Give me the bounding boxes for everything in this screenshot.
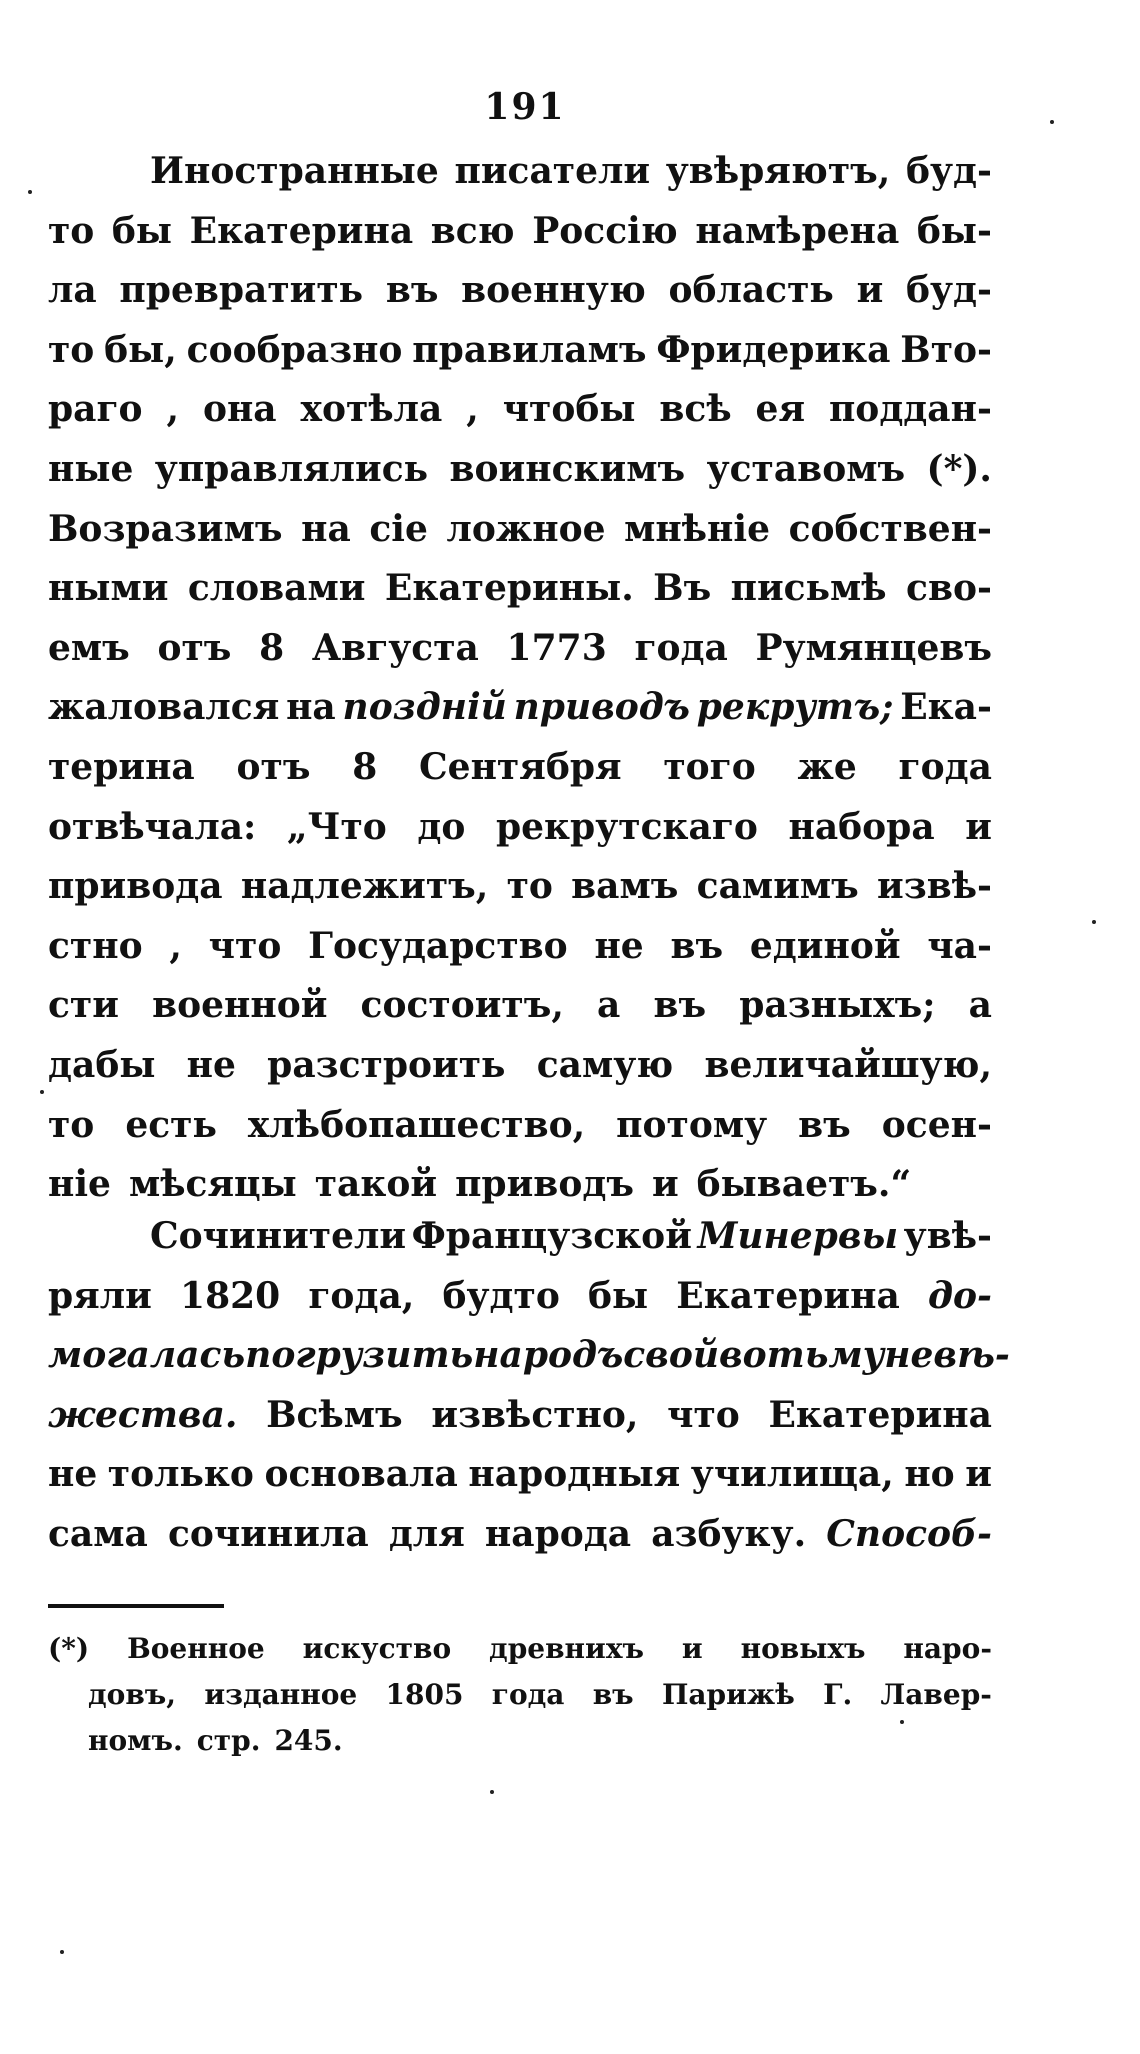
word: всю [430,209,515,252]
word: на [301,507,351,550]
word: въ [670,924,724,967]
word: сама [48,1512,148,1555]
word: область [668,269,834,312]
word: только [107,1453,254,1496]
word: ла [48,269,97,312]
word: сво- [906,567,992,610]
word: извѣ- [877,865,992,908]
word: въ [385,269,439,312]
word: приводъ [455,1163,634,1206]
word: года [634,626,728,669]
word: ложное [446,507,606,550]
word: довъ, [88,1678,177,1711]
word: тьму [766,1334,885,1377]
word: что [208,924,282,967]
word: сти [48,984,119,1027]
word: не [594,924,644,967]
word: Фридерика [656,328,891,371]
word: разстроить [267,1043,506,1086]
text-line [48,1453,992,1513]
word: номъ. [88,1724,183,1757]
word: Въ [653,567,712,610]
word: Способ- [826,1512,992,1555]
word: вамъ [571,865,679,908]
text-line [48,686,992,746]
word: народныя [468,1453,681,1496]
word: а [968,984,992,1027]
word: превратить [119,269,364,312]
word: бы [111,209,173,252]
word: для [388,1512,465,1555]
text-line [48,1275,992,1335]
word: но [904,1453,955,1496]
word: потому [616,1103,768,1146]
word: намѣрена [695,209,900,252]
word: разныхъ; [739,984,936,1027]
word: поздній [342,686,507,729]
word: народа [484,1512,632,1555]
word: Екатерина [768,1393,992,1436]
word: того [663,745,756,788]
word: не [186,1043,236,1086]
text-line [48,1215,992,1275]
word: погрузить [245,1334,474,1377]
word: хлѣбопашество, [247,1103,586,1146]
word: величайшую, [704,1043,992,1086]
word: года [898,745,992,788]
word: жаловался [48,686,280,729]
text-line [48,388,992,448]
word: раго [48,388,143,431]
word: военную [461,269,646,312]
word: (*) [48,1632,90,1665]
word: то [506,865,553,908]
word: новыхъ [740,1632,866,1665]
word: будто [442,1274,560,1317]
word: Ека- [900,686,992,729]
paragraph-2 [48,1215,1010,1573]
text-line [48,1104,992,1164]
word: состоитъ, [360,984,564,1027]
scan-speck [490,1790,494,1794]
word: собствен- [788,507,992,550]
text-line [48,1394,992,1454]
word: ніе [48,1163,111,1206]
scan-speck [28,190,32,194]
scan-speck [1092,920,1096,924]
word: Возразимъ [48,507,283,550]
word: жества. [48,1393,238,1436]
word: Иностранные [150,150,439,192]
text-line [48,210,992,270]
footnote-divider [48,1604,224,1608]
word: хотѣла [300,388,443,431]
word: на [286,686,336,729]
word: бы [588,1274,649,1317]
word: такой [314,1163,438,1206]
word: управлялись [154,447,429,490]
word: азбуку. [651,1512,807,1555]
word: буд- [905,269,992,312]
word: стр. [196,1724,261,1757]
word: , [466,388,479,431]
word: Военное [127,1632,265,1665]
word: мѣсяцы [128,1163,297,1206]
word: сочинила [167,1512,369,1555]
word: то [48,209,95,252]
word: емъ [48,626,130,669]
word: года [491,1678,565,1711]
word: во [719,1334,767,1377]
text-line [48,984,992,1044]
word: Парижѣ [661,1678,795,1711]
word: ряли [48,1274,152,1317]
word: привода [48,865,223,908]
word: осен- [881,1103,992,1146]
word: Всѣмъ [266,1393,403,1436]
word: Вто- [900,328,992,371]
word: единой [749,924,901,967]
word: 8 [352,745,378,788]
word: же [797,745,857,788]
text-line [48,150,992,210]
word: увѣряютъ, [665,150,891,192]
word: въ [798,1103,851,1146]
text-line [48,865,992,925]
word: приводъ [513,686,690,729]
word: то [48,1103,95,1146]
word: что [667,1393,740,1436]
word: и [651,1163,679,1206]
word: набора [788,805,935,848]
word: Румянцевъ [755,626,992,669]
word: 1773 [506,626,607,669]
word: и [965,805,992,848]
word: искуство [302,1632,452,1665]
scan-speck [900,1720,904,1724]
word: Россію [532,209,678,252]
word: не [48,1453,98,1496]
word: могалась [48,1334,246,1377]
text-line [48,1334,1010,1394]
word: Сентября [419,745,622,788]
word: Августа [311,626,479,669]
word: отъ [236,745,311,788]
word: сіе [369,507,428,550]
word: до [417,805,466,848]
scan-speck [60,1950,64,1954]
text-line [48,1163,992,1223]
word: ея [755,388,806,431]
word: самую [536,1043,674,1086]
word: „Что [286,805,387,848]
word: въ [592,1678,634,1711]
word: и [856,269,884,312]
word: надлежитъ, [240,865,489,908]
footnote [48,1632,992,1770]
word: бы, [104,328,177,371]
page-number: 191 [484,86,566,128]
word: увѣ- [903,1215,992,1257]
word: воинскимъ [449,447,686,490]
word: рекрутскаго [495,805,758,848]
word: древнихъ [489,1632,644,1665]
word: уставомъ [706,447,906,490]
word: отъ [157,626,232,669]
text-line [48,1678,992,1724]
word: Екатерина [676,1274,900,1317]
word: она [202,388,277,431]
word: Французской [411,1215,692,1257]
word: рекрутъ; [696,686,894,729]
word: въ [653,984,707,1027]
word: основала [264,1453,458,1496]
word: 1805 [385,1678,464,1711]
word: всѣ [659,388,732,431]
word: а [596,984,621,1027]
word: 1820 [180,1274,281,1317]
text-line [48,925,992,985]
word: терина [48,745,195,788]
text-line [48,1724,992,1770]
word: Екатерина [189,209,414,252]
text-line [48,269,992,329]
word: Г. [823,1678,853,1711]
word: и [965,1453,992,1496]
word: письмѣ [730,567,887,610]
word: и [681,1632,703,1665]
text-line [48,627,992,687]
text-line [48,508,992,568]
word: военной [152,984,328,1027]
text-line [48,567,992,627]
word: 245. [274,1724,343,1757]
word: ными [48,567,169,610]
word: Минервы [697,1215,899,1257]
word: изданное [204,1678,358,1711]
word: Лавер- [880,1678,992,1711]
word: буд- [905,150,992,192]
text-line [48,448,992,508]
word: самимъ [696,865,859,908]
word: 8 [259,626,285,669]
text-line [48,806,992,866]
text-line [48,1632,992,1678]
word: ча- [927,924,992,967]
word: стно [48,924,143,967]
word: бываетъ.“ [696,1163,912,1206]
word: года, [308,1274,415,1317]
word: (*). [926,447,992,490]
word: до- [927,1274,992,1317]
word: поддан- [828,388,992,431]
word: правиламъ [412,328,647,371]
scan-speck [1050,120,1054,124]
word: , [169,924,182,967]
word: невѣ- [884,1334,1010,1377]
word: Екатерины. [384,567,634,610]
scan-speck [40,1090,44,1094]
word: наро- [903,1632,992,1665]
word: писатели [454,150,651,192]
word: чтобы [502,388,636,431]
word: мнѣніе [624,507,770,550]
text-line [48,329,992,389]
word: то [48,328,95,371]
word: бы- [916,209,992,252]
word: Государство [308,924,568,967]
text-line [48,1513,992,1573]
paragraph-1 [48,150,992,1223]
text-line [48,746,992,806]
word: народъ [473,1334,624,1377]
word: дабы [48,1043,156,1086]
word: сообразно [186,328,403,371]
text-line [48,1044,992,1104]
word: есть [125,1103,217,1146]
word: отвѣчала: [48,805,257,848]
word: Сочинители [150,1215,407,1257]
word: , [166,388,180,431]
word: свой [623,1334,720,1377]
word: училища, [690,1453,894,1496]
word: словами [187,567,366,610]
word: извѣстно, [431,1393,639,1436]
word: ные [48,447,134,490]
